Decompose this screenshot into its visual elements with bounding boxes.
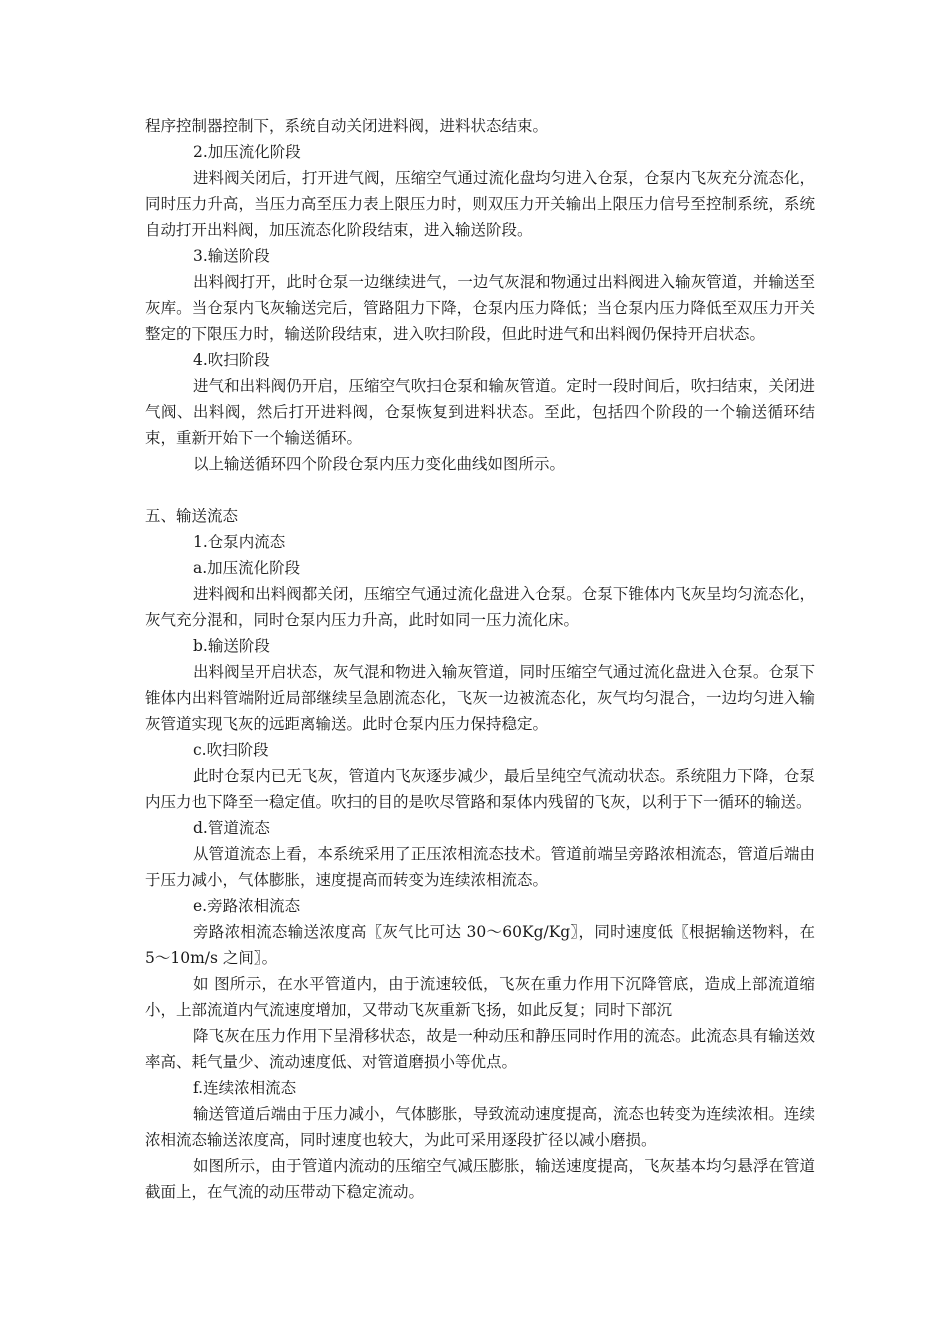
paragraph-e-bypass-dense-3: 降飞灰在压力作用下呈滑移状态，故是一种动压和静压同时作用的流态。此流态具有输送效率高、耗气量少、流动速度低、对管道磨损小等优点。 [145, 1027, 815, 1071]
heading-f-continuous-dense: f.连续浓相流态 [193, 1079, 297, 1097]
heading-a-pressurize: a.加压流化阶段 [193, 559, 301, 577]
paragraph-a-pressurize: 进料阀和出料阀都关闭，压缩空气通过流化盘进入仓泵。仓泵下锥体内飞灰呈均匀流态化，灰气充分混和，同时仓泵内压力升高，此时如同一压力流化床。 [145, 585, 815, 629]
paragraph-convey-stage: 出料阀打开，此时仓泵一边继续进气，一边气灰混和物通过出料阀进入输灰管道，并输送至灰库。当仓泵内飞灰输送完后，管路阻力下降，仓泵内压力降低；当仓泵内压力降低至双压力开关整定的下限压力时，输送阶段结束，进入吹扫阶段，但此时进气和出料阀仍保持开启状态。 [145, 273, 815, 343]
paragraph-pressurize-stage: 进料阀关闭后，打开进气阀，压缩空气通过流化盘均匀进入仓泵，仓泵内飞灰充分流态化，同时压力升高，当压力高至压力表上限压力时，则双压力开关输出上限压力信号至控制系统，系统自动打开出料阀，加压流态化阶段结束，进入输送阶段。 [145, 169, 815, 239]
heading-convey-stage: 3.输送阶段 [193, 247, 270, 265]
section-heading-flow-regime: 五、输送流态 [145, 507, 239, 525]
heading-in-pump-flow: 1.仓泵内流态 [193, 533, 286, 551]
paragraph-purge-stage: 进气和出料阀仍开启，压缩空气吹扫仓泵和输灰管道。定时一段时间后，吹扫结束，关闭进气阀、出料阀，然后打开进料阀，仓泵恢复到进料状态。至此，包括四个阶段的一个输送循环结束，重新开始下一个输送循环。 [145, 377, 815, 447]
paragraph-e-bypass-dense: 旁路浓相流态输送浓度高〖灰气比可达 30～60Kg/Kg〗，同时速度低〖根据输送物料，在 5～10m/s 之间〗。 [145, 923, 815, 967]
heading-e-bypass-dense: e.旁路浓相流态 [193, 897, 301, 915]
paragraph-c-purge: 此时仓泵内已无飞灰，管道内飞灰逐步减少，最后呈纯空气流动状态。系统阻力下降，仓泵内压力也下降至一稳定值。吹扫的目的是吹尽管路和泵体内残留的飞灰，以利于下一循环的输送。 [145, 767, 815, 811]
section-spacer [145, 477, 815, 503]
paragraph-b-convey: 出料阀呈开启状态，灰气混和物进入输灰管道，同时压缩空气通过流化盘进入仓泵。仓泵下锥体内出料管端附近局部继续呈急剧流态化，飞灰一边被流态化，灰气均匀混合，一边均匀进入输灰管道实现飞灰的远距离输送。此时仓泵内压力保持稳定。 [145, 663, 815, 733]
heading-purge-stage: 4.吹扫阶段 [193, 351, 270, 369]
heading-c-purge: c.吹扫阶段 [193, 741, 269, 759]
heading-d-pipe-flow: d.管道流态 [193, 819, 270, 837]
heading-pressurize-stage: 2.加压流化阶段 [193, 143, 301, 161]
heading-b-convey: b.输送阶段 [193, 637, 270, 655]
paragraph-d-pipe-flow: 从管道流态上看，本系统采用了正压浓相流态技术。管道前端呈旁路浓相流态，管道后端由于压力减小，气体膨胀，速度提高而转变为连续浓相流态。 [145, 845, 815, 889]
paragraph-e-bypass-dense-2: 如 图所示，在水平管道内，由于流速较低，飞灰在重力作用下沉降管底，造成上部流道缩小，上部流道内气流速度增加，又带动飞灰重新飞扬，如此反复；同时下部沉 [145, 975, 815, 1019]
paragraph-f-continuous-dense-2: 如图所示，由于管道内流动的压缩空气减压膨胀，输送速度提高，飞灰基本均匀悬浮在管道截面上，在气流的动压带动下稳定流动。 [145, 1157, 815, 1201]
paragraph-pressure-curve: 以上输送循环四个阶段仓泵内压力变化曲线如图所示。 [193, 455, 566, 473]
paragraph-f-continuous-dense: 输送管道后端由于压力减小，气体膨胀，导致流动速度提高，流态也转变为连续浓相。连续浓相流态输送浓度高，同时速度也较大，为此可采用逐段扩径以减小磨损。 [145, 1105, 815, 1149]
intro-paragraph: 程序控制器控制下，系统自动关闭进料阀，进料状态结束。 [145, 117, 549, 135]
document-body [145, 113, 815, 1205]
